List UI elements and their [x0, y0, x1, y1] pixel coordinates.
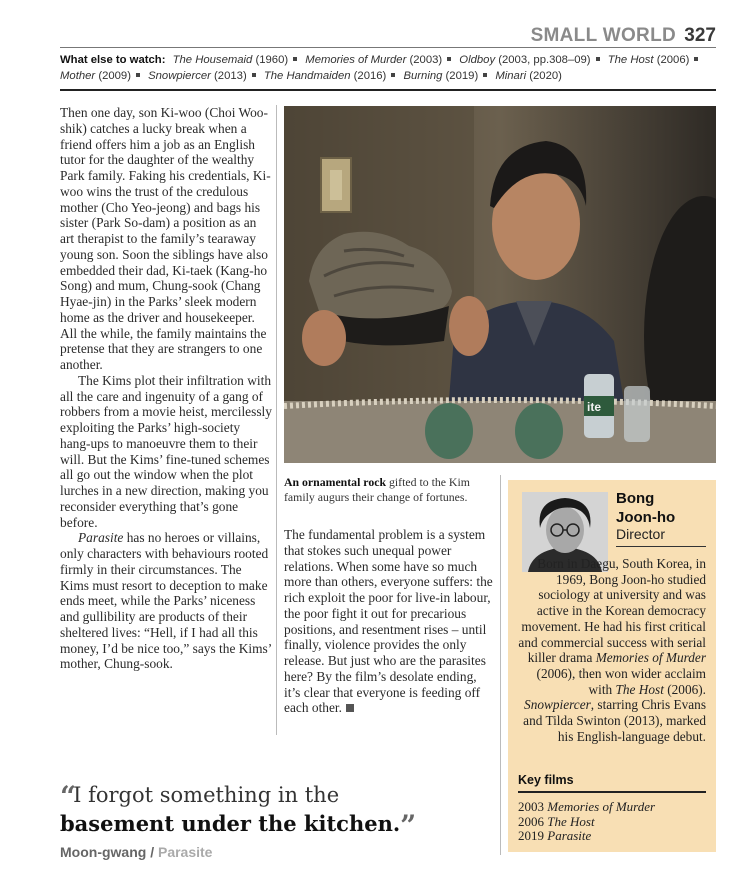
section-title: SMALL WORLD: [530, 25, 676, 46]
page-number: 327: [684, 25, 716, 46]
column-rule: [500, 475, 501, 855]
body-paragraph: The Kims plot their infiltration with all the care and ingenuity of a gang of robbers from a movie heist, mercilessly exploiting the Parks’ high-society hang-ups to manoeuvre them to their will. But the Kims’ fine-tuned schemes all go out the window when the plot lurches in a new direction, making you reconsider everything that’s gone before.: [60, 372, 272, 530]
key-films-list: [518, 800, 708, 844]
column-rule: [276, 105, 277, 735]
key-films-rule: [518, 791, 706, 793]
body-column-2: [284, 527, 496, 716]
body-paragraph: Parasite has no heroes or villains, only characters with behaviours rooted firmly in their circumstances. The Kims must resort to deception to make ends meet, while the Parks’ niceness and gullibility are products of their sheltered lives: “Hell, if I had all this money, I’d be nice too,” says the Kims’ mother, Chung-sook.: [60, 530, 272, 672]
bullet-square-icon: [483, 73, 487, 77]
key-film-item: 2006 The Host: [518, 813, 595, 829]
watch-film: Snowpiercer (2013): [148, 70, 247, 82]
open-quote-icon: “: [60, 780, 74, 813]
film-title: Parasite: [78, 530, 124, 546]
key-film-item: 2003 Memories of Murder: [518, 799, 656, 814]
body-paragraph: The fundamental problem is a system that stokes such unequal power relations. When some have so much more than others, everyone suffers: the rich exploit the poor for live-in labour, the poor fight it out for precarious positions, and resentment rises – until finally, violence provides the only release. But just who are the parasites here? By the film’s desolate ending, it’s clear that everyone is feeding off each other.: [284, 527, 493, 716]
watch-film: Burning (2019): [403, 70, 479, 82]
quote-line-1: “I forgot something in the: [60, 780, 340, 813]
caption-lead: An ornamental rock: [284, 475, 387, 489]
body-column-1: [60, 105, 272, 672]
bullet-square-icon: [694, 57, 698, 61]
watch-film: The Host (2006): [607, 54, 690, 66]
bio-rule: [616, 546, 706, 547]
photo-caption: An ornamental rock gifted to the Kim family augurs their change of fortunes.: [284, 475, 470, 504]
close-quote-icon: ”: [400, 809, 414, 842]
pull-quote: [60, 782, 480, 860]
end-mark-icon: [346, 704, 354, 712]
watch-rule: [60, 89, 716, 91]
director-role: Director: [616, 526, 666, 542]
bullet-square-icon: [391, 73, 395, 77]
watch-film: Oldboy (2003, pp.308–09): [459, 54, 591, 66]
director-bio: Born in Daegu, South Korea, in 1969, Bong Joon-ho studied sociology at university and was active in the Korean democracy movement. He had his first critical and commercial success with serial killer drama Memories of Murder (2006), then won wider acclaim with The Host (2006). Snowpiercer, starring Chris Evans and Tilda Swinton (2013), marked his English-language debut.: [518, 556, 706, 744]
can-label: ite: [587, 400, 602, 414]
director-bio-box: [508, 480, 716, 852]
director-name: Bong Joon-ho: [616, 490, 676, 526]
watch-film: The Handmaiden (2016): [263, 70, 387, 82]
bullet-square-icon: [136, 73, 140, 77]
watch-film: Mother (2009): [60, 70, 131, 82]
film-still-photo: [284, 106, 716, 463]
quote-attribution: Moon-gwang / Parasite: [60, 844, 213, 860]
what-else-to-watch: [60, 52, 716, 84]
bullet-square-icon: [252, 73, 256, 77]
watch-film: Memories of Murder (2003): [305, 54, 443, 66]
key-film-item: 2019 Parasite: [518, 828, 592, 843]
page-header: [60, 22, 716, 50]
body-paragraph: Then one day, son Ki-woo (Choi Woo-shik) catches a lucky break when a friend offers him a job as an English tutor for the daughter of the wealthy Park family. Faking his credentials, Ki-woo wins the trust of the credulous mother (Cho Yeo-jeong) and bags his sister (Park So-dam) a position as an art therapist to the family’s tearaway young son. Soon the siblings have also embedded their dad, Ki-taek (Kang-ho Song) and mum, Chung-sook (Chang Hyae-jin) in the Parks’ sleek modern home as the driver and housekeeper. All the while, the family maintains the pretense that they are strangers to one another.: [60, 105, 271, 372]
bullet-square-icon: [596, 57, 600, 61]
quote-line-2: basement under the kitchen.”: [60, 809, 414, 842]
key-films-heading: Key films: [518, 773, 574, 787]
watch-film: The Housemaid (1960): [172, 54, 289, 66]
bullet-square-icon: [447, 57, 451, 61]
watch-film: Minari (2020): [495, 70, 562, 82]
watch-label: What else to watch:: [60, 54, 166, 66]
header-rule: [60, 47, 716, 48]
bullet-square-icon: [293, 57, 297, 61]
